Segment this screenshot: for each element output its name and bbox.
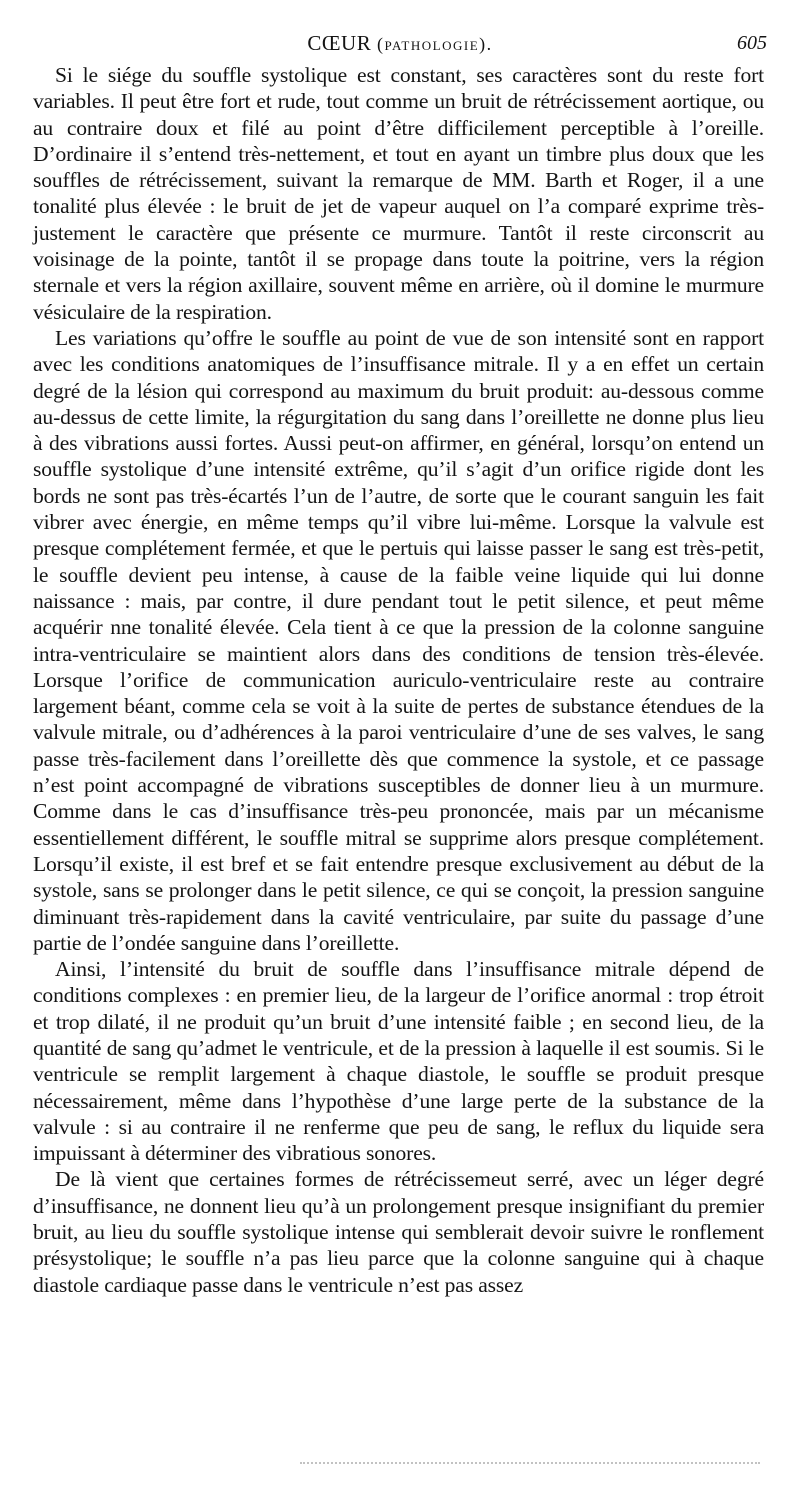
paragraph: Les variations qu’offre le souffle au point de vue de son intensité sont en rapport avec les conditions anatomiques de l’insuffisance mitrale. Il y a en effet un certain degré de la lésion qui correspond au maximum du bruit produit: au-dessous comme au-dessus de cette limite, la régurgitation du sang dans l’oreillette ne donne plus lieu à des vibrations aussi fortes. Aussi peut-on affirmer, en général, lorsqu’on entend un souffle systolique d’une intensité extrême, qu’il s’agit d’un orifice rigide dont les bords ne sont pas très-écartés l’un de l’autre, de sorte que le courant sanguin les fait vibrer avec énergie, en même temps qu’il vibre lui-même. Lorsque la valvule est presque complétement fermée, et que le pertuis qui laisse passer le sang est très-petit, le souffle devient peu intense, à cause de la faible veine liquide qui lui donne naissance : mais, par contre, il dure pendant tout le petit silence, et peut même acquérir nne tonalité élevée. Cela tient à ce que la pression de la colonne sanguine intra-ventriculaire se maintient alors dans des conditions de tension très-élevée. Lorsque l’orifice de communication auriculo-ventriculaire reste au contraire largement béant, comme cela se voit à la suite de pertes de substance étendues de la valvule mitrale, ou d’adhérences à la paroi ventriculaire d’une de ses valves, le sang passe très-facilement dans l’oreillette dès que commence la systole, et ce passage n’est point accompagné de vibrations susceptibles de donner lieu à un murmure. Comme dans le cas d’insuffisance très-peu prononcée, mais par un mécanisme essentiellement différent, le souffle mitral se supprime alors presque complétement. Lorsqu’il existe, il est bref et se fait entendre presque exclusivement au début de la systole, sans se prolonger dans le petit silence, ce qui se conçoit, la pression sanguine diminuant très-rapidement dans la cavité ventriculaire, par suite du passage d’une partie de l’ondée sanguine dans l’oreillette.	[33, 325, 764, 955]
body-text	[33, 62, 764, 1298]
footer-rule	[300, 1462, 760, 1464]
paragraph: Ainsi, l’intensité du bruit de souffle dans l’insuffisance mitrale dépend de conditions complexes : en premier lieu, de la largeur de l’orifice anormal : trop étroit et trop dilaté, il ne produit qu’un bruit d’une intensité faible ; en second lieu, de la quantité de sang qu’admet le ventricule, et de la pression à laquelle il est soumis. Si le ventricule se remplit largement à chaque diastole, le souffle se produit presque nécessairement, même dans l’hypothèse d’une large perte de la substance de la valvule : si au contraire il ne renferme que peu de sang, le reflux du liquide sera impuissant à déterminer des vibratious sonores.	[33, 957, 764, 1166]
page-number: 605	[737, 32, 767, 54]
running-title-sub: (pathologie).	[376, 34, 493, 54]
running-title	[33, 28, 767, 59]
running-head	[33, 28, 767, 58]
paragraph: Si le siége du souffle systolique est constant, ses caractères sont du reste fort variables. Il peut être fort et rude, tout comme un bruit de rétrécissement aortique, ou au contraire doux et filé au point d’être difficilement perceptible à l’oreille. D’ordinaire il s’entend très-nettement, et tout en ayant un timbre plus doux que les souffles de rétrécissement, suivant la remarque de MM. Barth et Roger, il a une tonalité plus élevée : le bruit de jet de vapeur auquel on l’a comparé exprime très-justement le caractère que présente ce murmure. Tantôt il reste circonscrit au voisinage de la pointe, tantôt il se propage dans toute la poitrine, vers la région sternale et vers la région axillaire, souvent même en arrière, où il domine le murmure vésiculaire de la respiration.	[33, 63, 764, 324]
paragraph: De là vient que certaines formes de rétrécissemeut serré, avec un léger degré d’insuffisance, ne donnent lieu qu’à un prolongement presque insignifiant du premier bruit, au lieu du souffle systolique intense qui semblerait devoir suivre le ronflement présystolique; le souffle n’a pas lieu parce que la colonne sanguine qui à chaque diastole cardiaque passe dans le ventricule n’est pas assez	[33, 1167, 764, 1297]
running-title-main: CŒUR	[307, 31, 372, 55]
